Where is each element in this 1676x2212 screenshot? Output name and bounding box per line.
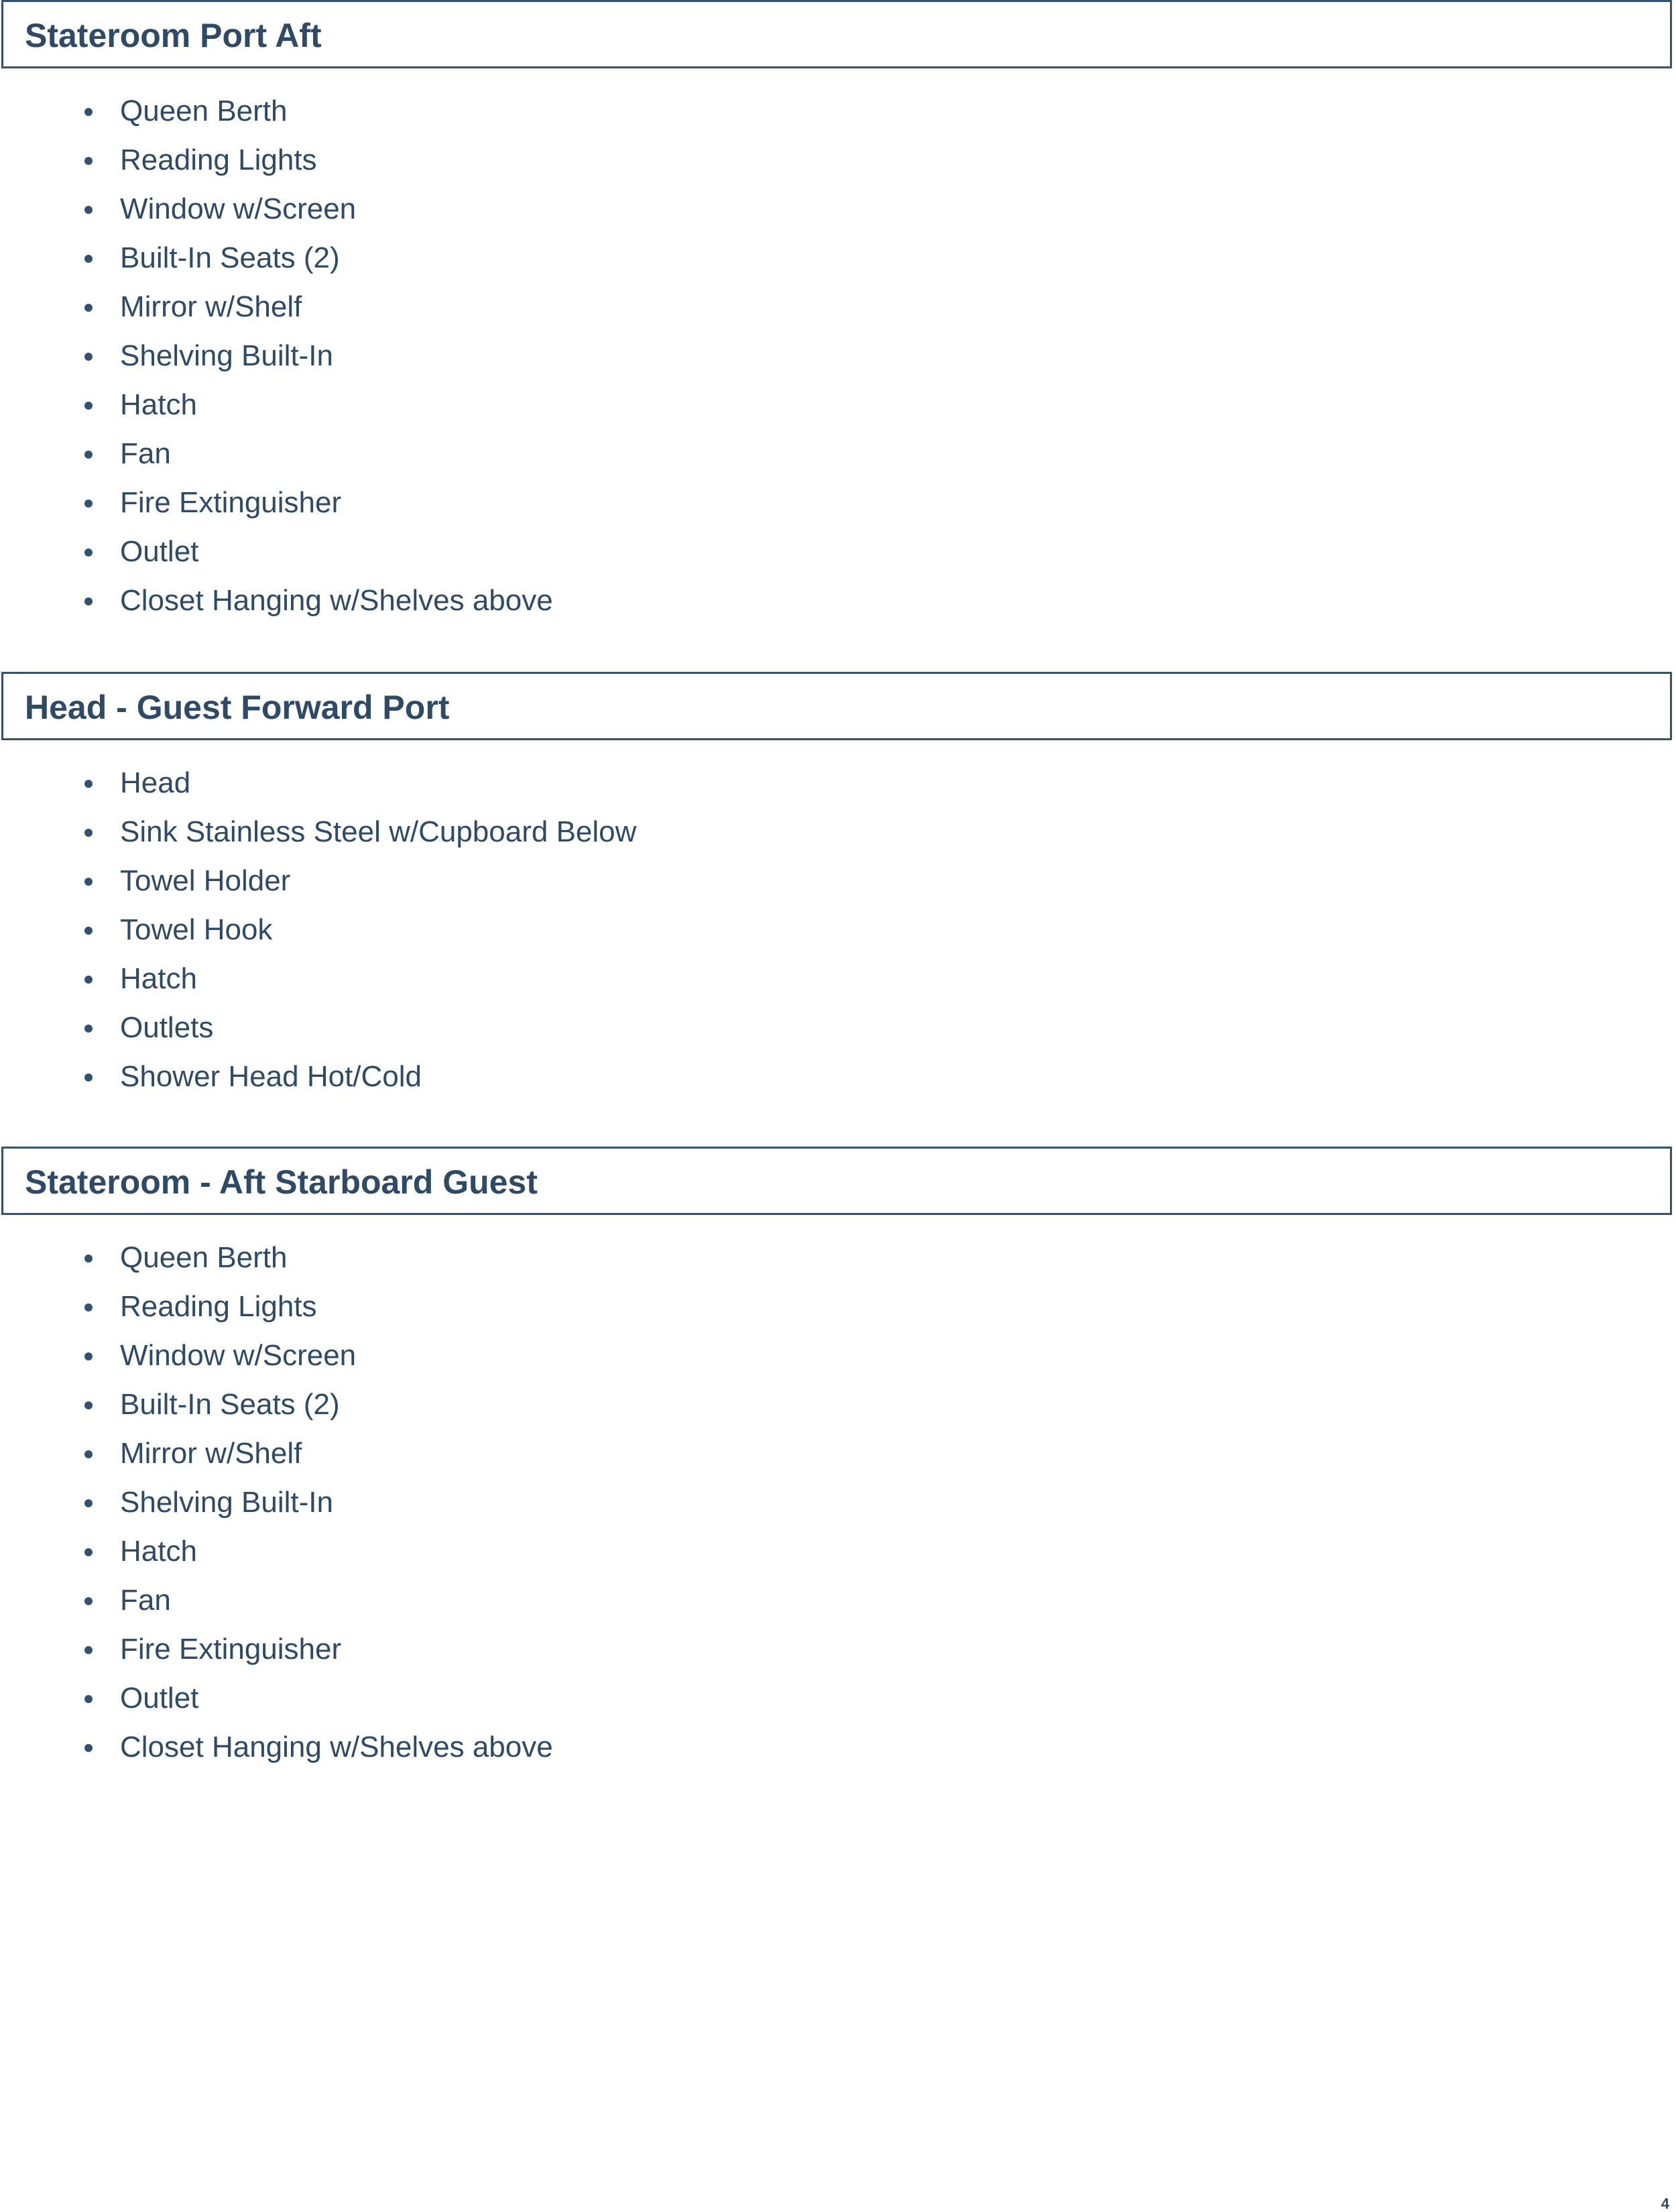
list-item-text: Sink Stainless Steel w/Cupboard Below — [120, 815, 637, 848]
section-title: Stateroom - Aft Starboard Guest — [25, 1163, 538, 1201]
bullet-icon — [84, 451, 93, 459]
list-item-text: Hatch — [120, 388, 197, 421]
bullet-icon — [84, 1499, 93, 1507]
list-item-text: Window w/Screen — [120, 192, 357, 225]
list-item-text: Towel Hook — [120, 913, 273, 946]
bullet-icon — [84, 304, 93, 312]
bullet-icon — [84, 1450, 93, 1458]
list-item-text: Mirror w/Shelf — [120, 290, 302, 323]
bullet-icon — [84, 1744, 93, 1752]
list-item-text: Fan — [120, 437, 171, 470]
bullet-icon — [84, 927, 93, 935]
bullet-icon — [84, 353, 93, 361]
section-title: Head - Guest Forward Port — [25, 689, 450, 726]
list-item-text: Hatch — [120, 962, 197, 995]
list-item-text: Shower Head Hot/Cold — [120, 1060, 422, 1093]
section-header — [1, 672, 1672, 740]
bullet-icon — [84, 1352, 93, 1360]
section-header — [1, 1147, 1672, 1215]
list-item-text: Mirror w/Shelf — [120, 1437, 302, 1470]
bullet-icon — [84, 500, 93, 508]
list-item-text: Built-In Seats (2) — [120, 1388, 340, 1421]
list-item-text: Outlets — [120, 1011, 214, 1044]
list-item-text: Built-In Seats (2) — [120, 241, 340, 274]
bullet-icon — [84, 1646, 93, 1654]
list-item-text: Outlet — [120, 1682, 199, 1714]
bullet-icon — [84, 1073, 93, 1082]
page-number: 4 — [1661, 2195, 1669, 2212]
list-item-text: Reading Lights — [120, 1290, 317, 1323]
bullet-icon — [84, 548, 93, 557]
bullet-icon — [84, 206, 93, 214]
list-item-text: Shelving Built-In — [120, 339, 333, 372]
bullet-icon — [84, 1255, 93, 1263]
list-item-text: Reading Lights — [120, 143, 317, 176]
bullet-icon — [84, 1597, 93, 1605]
bullet-icon — [84, 878, 93, 886]
list-item-text: Shelving Built-In — [120, 1486, 333, 1519]
list-item-text: Head — [120, 766, 191, 799]
bullet-icon — [84, 157, 93, 165]
bullet-icon — [84, 780, 93, 788]
bullet-icon — [84, 1401, 93, 1409]
bullet-icon — [84, 976, 93, 984]
bullet-icon — [84, 829, 93, 837]
list-item-text: Window w/Screen — [120, 1339, 357, 1372]
bullet-icon — [84, 597, 93, 605]
bullet-icon — [84, 1695, 93, 1703]
list-item-text: Queen Berth — [120, 1241, 288, 1274]
list-item-text: Closet Hanging w/Shelves above — [120, 1731, 553, 1763]
bullet-icon — [84, 1025, 93, 1033]
bullet-icon — [84, 255, 93, 263]
bullet-icon — [84, 402, 93, 410]
section-header — [1, 0, 1672, 68]
bullet-icon — [84, 1303, 93, 1312]
list-item-text: Fire Extinguisher — [120, 1633, 342, 1666]
section-title: Stateroom Port Aft — [25, 17, 322, 54]
bullet-icon — [84, 108, 93, 116]
list-item-text: Closet Hanging w/Shelves above — [120, 584, 553, 617]
bullet-icon — [84, 1548, 93, 1556]
list-item-text: Outlet — [120, 535, 199, 568]
list-item-text: Towel Holder — [120, 864, 291, 897]
list-item-text: Hatch — [120, 1535, 197, 1568]
list-item-text: Queen Berth — [120, 95, 288, 127]
list-item-text: Fan — [120, 1584, 171, 1617]
list-item-text: Fire Extinguisher — [120, 486, 342, 519]
